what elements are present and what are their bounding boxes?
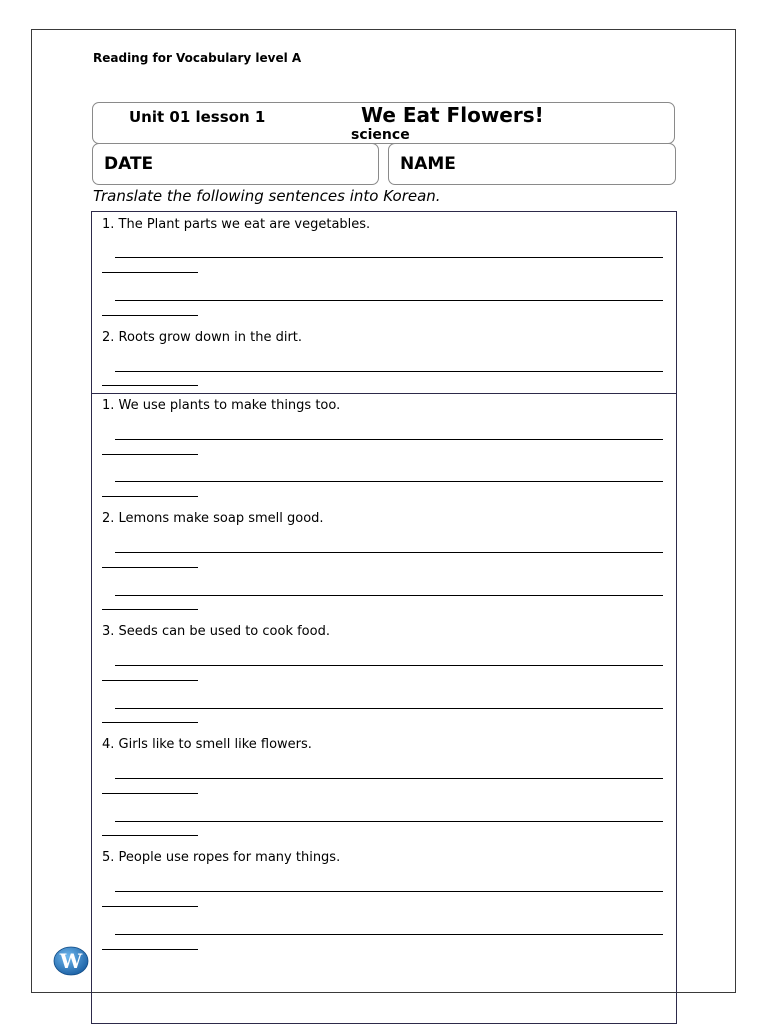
- worksheet-title: We Eat Flowers!: [361, 103, 544, 127]
- answer-line-continuation[interactable]: [102, 680, 198, 681]
- answer-line[interactable]: [115, 595, 663, 596]
- answer-line-continuation[interactable]: [102, 609, 198, 610]
- answer-line-continuation[interactable]: [102, 949, 198, 950]
- w-globe-logo-icon: [53, 945, 89, 977]
- sentence-item: 2. Lemons make soap smell good.: [102, 511, 324, 526]
- answer-line[interactable]: [115, 778, 663, 779]
- name-label: NAME: [400, 154, 456, 174]
- answer-line[interactable]: [115, 371, 663, 372]
- answer-line[interactable]: [115, 439, 663, 440]
- unit-label: Unit 01 lesson 1: [129, 108, 266, 126]
- answer-line-continuation[interactable]: [102, 272, 198, 273]
- name-field[interactable]: [388, 143, 676, 185]
- answer-line[interactable]: [115, 708, 663, 709]
- answer-line-continuation[interactable]: [102, 454, 198, 455]
- course-heading: Reading for Vocabulary level A: [93, 51, 302, 65]
- sentence-item: 2. Roots grow down in the dirt.: [102, 330, 303, 345]
- sentence-item: 1. We use plants to make things too.: [102, 398, 341, 413]
- sentence-item: 4. Girls like to smell like flowers.: [102, 737, 312, 752]
- date-label: DATE: [104, 154, 154, 174]
- answer-line[interactable]: [115, 257, 663, 258]
- instruction-text: Translate the following sentences into Korean.: [93, 187, 441, 205]
- answer-line[interactable]: [115, 552, 663, 553]
- exercise-section-2: [91, 393, 677, 1024]
- sentence-item: 1. The Plant parts we eat are vegetables.: [102, 217, 371, 232]
- answer-line[interactable]: [115, 481, 663, 482]
- sentence-item: 5. People use ropes for many things.: [102, 850, 341, 865]
- answer-line-continuation[interactable]: [102, 835, 198, 836]
- date-field[interactable]: [92, 143, 379, 185]
- answer-line-continuation[interactable]: [102, 567, 198, 568]
- answer-line[interactable]: [115, 891, 663, 892]
- subject-label: science: [351, 127, 410, 143]
- answer-line-continuation[interactable]: [102, 906, 198, 907]
- answer-line-continuation[interactable]: [102, 496, 198, 497]
- answer-line[interactable]: [115, 300, 663, 301]
- answer-line-continuation[interactable]: [102, 793, 198, 794]
- answer-line[interactable]: [115, 665, 663, 666]
- sentence-item: 3. Seeds can be used to cook food.: [102, 624, 330, 639]
- title-box: [92, 102, 675, 144]
- answer-line-continuation[interactable]: [102, 722, 198, 723]
- answer-line-continuation[interactable]: [102, 385, 198, 386]
- exercise-section-1: [91, 211, 677, 394]
- answer-line[interactable]: [115, 821, 663, 822]
- answer-line-continuation[interactable]: [102, 315, 198, 316]
- svg-text:W: W: [59, 949, 83, 973]
- answer-line[interactable]: [115, 934, 663, 935]
